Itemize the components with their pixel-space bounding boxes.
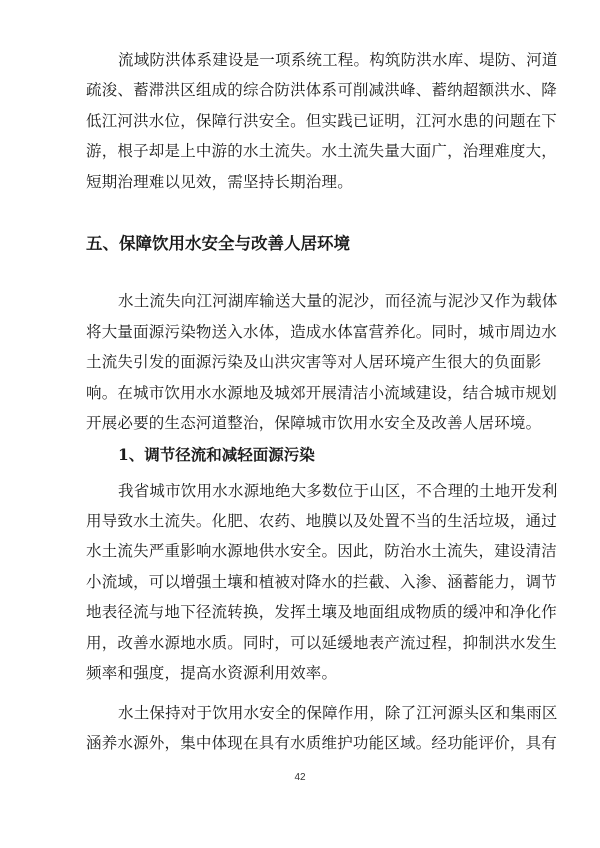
text-line: 疏浚、蓄滞洪区组成的综合防洪体系可削减洪峰、蓄纳超额洪水、降 xyxy=(86,81,558,99)
text-line: 低江河洪水位，保障行洪安全。但实践已证明，江河水患的问题在下 xyxy=(86,112,558,130)
page-number: 42 xyxy=(294,772,306,783)
text-line: 地表径流与地下径流转换，发挥土壤及地面组成物质的缓冲和净化作 xyxy=(86,603,558,621)
text-line: 水土保持对于饮用水安全的保障作用，除了江河源头区和集雨区 xyxy=(118,704,558,722)
text-line: 用，改善水源地水质。同时，可以延缓地表产流过程，抑制洪水发生 xyxy=(86,634,558,652)
section-heading: 五、保障饮用水安全与改善人居环境 xyxy=(86,234,350,253)
text-line: 涵养水源外，集中体现在具有水质维护功能区域。经功能评价，具有 xyxy=(86,734,558,752)
text-line: 响。在城市饮用水水源地及城郊开展清洁小流域建设，结合城市规划 xyxy=(86,384,558,402)
text-line: 土流失引发的面源污染及山洪灾害等对人居环境产生很大的负面影 xyxy=(86,353,542,371)
text-line: 用导致水土流失。化肥、农药、地膜以及处置不当的生活垃圾，通过 xyxy=(86,512,558,530)
text-line: 游，根子却是上中游的水土流失。水土流失量大面广，治理难度大， xyxy=(86,142,558,160)
text-line: 小流域，可以增强土壤和植被对降水的拦截、入渗、涵蓄能力，调节 xyxy=(86,573,558,591)
text-line: 流域防洪体系建设是一项系统工程。构筑防洪水库、堤防、河道 xyxy=(118,51,558,69)
text-line: 短期治理难以见效，需坚持长期治理。 xyxy=(86,173,353,191)
text-line: 水土流失向江河湖库输送大量的泥沙，而径流与泥沙又作为载体 xyxy=(118,292,558,310)
text-line: 将大量面源污染物送入水体，造成水体富营养化。同时，城市周边水 xyxy=(86,323,558,341)
text-line: 我省城市饮用水水源地绝大多数位于山区，不合理的土地开发利 xyxy=(118,482,558,500)
text-line: 开展必要的生态河道整治，保障城市饮用水安全及改善人居环境。 xyxy=(86,414,542,432)
text-line: 频率和强度，提高水资源利用效率。 xyxy=(86,664,338,682)
text-line: 水土流失严重影响水源地供水安全。因此，防治水土流失，建设清洁 xyxy=(86,542,558,560)
subsection-heading: 1、调节径流和减轻面源污染 xyxy=(118,445,315,464)
